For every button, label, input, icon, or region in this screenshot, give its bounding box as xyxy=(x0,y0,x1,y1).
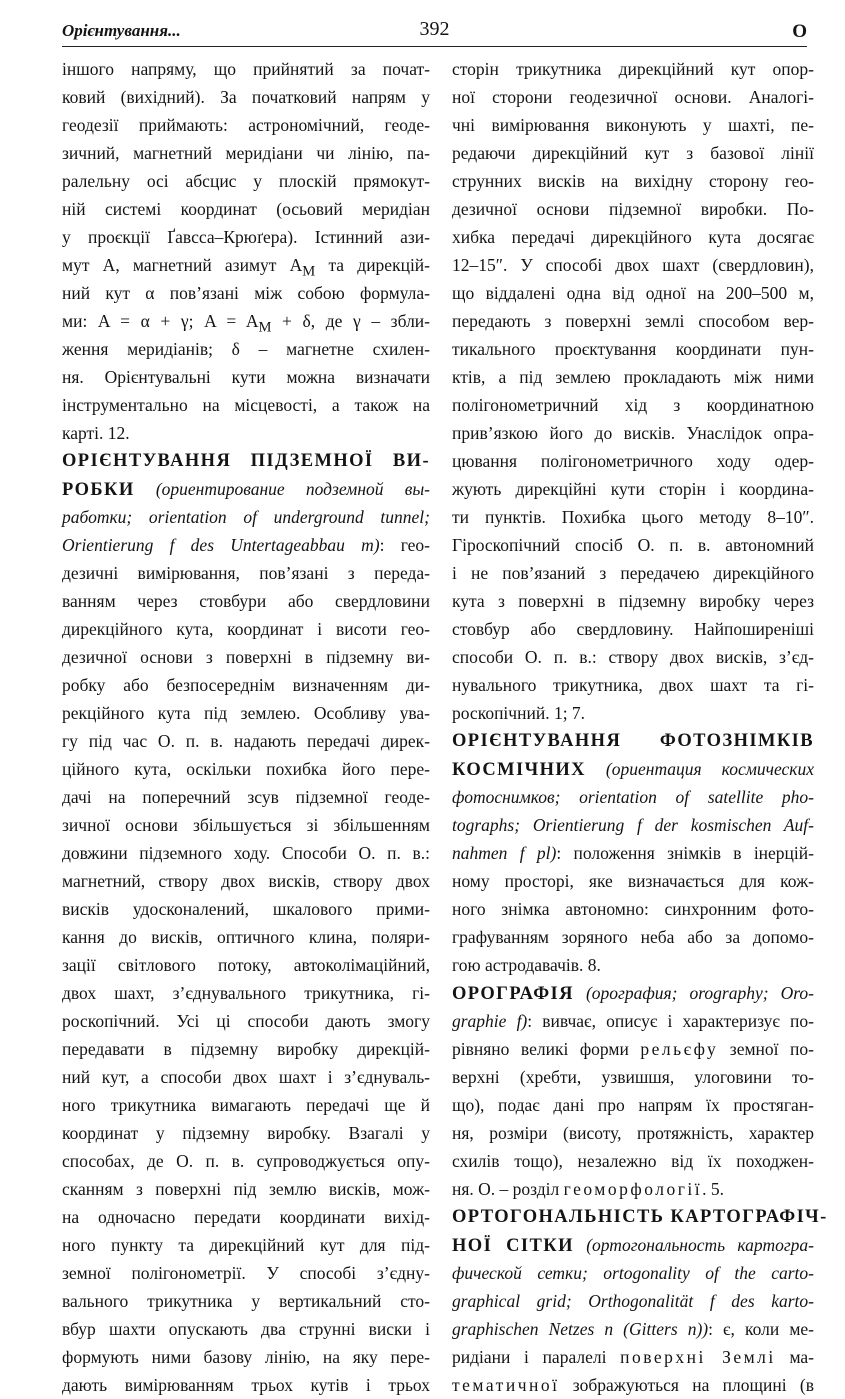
text-line: Гіроскопічний спосіб О. п. в. автономний xyxy=(452,535,814,555)
text-line: ковий (вихідний). За початковий напрям у xyxy=(62,87,430,107)
text-line: довжини підземного ходу. Способи О. п. в.: xyxy=(62,843,430,863)
text-line: дезичної основи з поверхні в підземну ви- xyxy=(62,647,430,667)
entry-heading-cont: НОЇ СІТКИ (ортогональность картогра- xyxy=(452,1235,814,1256)
text-line: ний кут α пов’язані між собою формула- xyxy=(62,283,430,303)
text-line: ня. О. – розділ геоморфології. 5. xyxy=(452,1179,724,1199)
section-letter: О xyxy=(792,21,807,42)
running-title: Орієнтування... xyxy=(62,21,181,40)
text-line: координат у підземну виробку. Взагалі у xyxy=(62,1123,430,1143)
text-line: на одночасно передати координати вихід- xyxy=(62,1207,430,1227)
text-line: іншого напряму, що прийнятий за почат- xyxy=(62,59,430,79)
entry-heading: ОРОГРАФІЯ (орография; orography; Oro- xyxy=(452,983,814,1004)
translations-line: graphie f): вивчає, описує і характеризує по- xyxy=(452,1011,814,1031)
text-line: дають вимірюванням трьох кутів і трьох xyxy=(62,1375,430,1395)
page-number: 392 xyxy=(419,18,450,40)
right-column xyxy=(452,55,828,1395)
text-line: тикального проєктування координати пун- xyxy=(452,339,814,359)
text-line: кання до висків, оптичного клина, поляри- xyxy=(62,927,430,947)
text-line: ної сторони геодезичної основи. Аналогі- xyxy=(452,87,814,107)
translations-line: фической сетки; ortogonality of the carto- xyxy=(452,1263,814,1283)
entry-heading: ОРТОГОНАЛЬНІСТЬ КАРТОГРАФІЧ- xyxy=(452,1207,828,1227)
header-rule xyxy=(62,46,807,47)
text-line: ний кут, а способи двох шахт і з’єднуваль- xyxy=(62,1067,430,1087)
text-line: формують ними базову лінію, на яку пере- xyxy=(62,1347,430,1367)
page-header xyxy=(62,18,807,46)
text-line: і не пов’язаний з передачею дирекційного xyxy=(452,563,814,583)
text-line: інструментально на місцевості, а також на xyxy=(62,395,430,415)
text-line: вбур шахти опускають два струнні виски і xyxy=(62,1319,430,1339)
text-line: мут А, магнетний азимут $А_М$ та дирекцій- xyxy=(62,255,430,280)
text-line: передавати в підземну виробку дирекцій- xyxy=(62,1039,430,1059)
text-line: роскопічний. Усі ці способи дають змогу xyxy=(62,1011,430,1031)
text-line: що віддалені одна від одної на 200–500 м, xyxy=(452,283,814,303)
text-line: ного знімка автономно: синхронним фото- xyxy=(452,899,814,919)
text-line: рівняно великі форми рельєфу земної по- xyxy=(452,1039,814,1059)
translations-line: tographs; Orientierung f der kosmischen Auf- xyxy=(452,815,814,835)
entry-heading-cont: РОБКИ (ориентирование подземной вы- xyxy=(62,479,430,500)
text-line: тематичної зображуються на площині (в xyxy=(452,1375,814,1395)
entry-heading-cont: КОСМІЧНИХ (ориентация космических xyxy=(452,759,814,780)
text-line: способи О. п. в.: створу двох висків, з’єд- xyxy=(452,647,814,667)
text-line: геодезії приймають: астрономічний, геоде- xyxy=(62,115,430,135)
translations-line: graphischen Netzes n (Gitters n)): є, коли ме- xyxy=(452,1319,814,1339)
text-line: дезичної основи підземної виробки. По- xyxy=(452,199,814,219)
text-line: прив’язкою його до висків. Унаслідок опра- xyxy=(452,423,814,443)
text-line: струнних висків на вихідну сторону гео- xyxy=(452,171,814,191)
text-line: карті. 12. xyxy=(62,423,130,443)
text-line: рекційного кута під землею. Особливу ува- xyxy=(62,703,430,723)
entry-heading: ОРІЄНТУВАННЯ ФОТОЗНІМКІВ xyxy=(452,731,814,751)
text-line: чні вимірювання виконують у шахті, пе- xyxy=(452,115,814,135)
text-line: земної полігонометрії. У способі з’єдну- xyxy=(62,1263,430,1283)
entry-heading: ОРІЄНТУВАННЯ ПІДЗЕМНОЇ ВИ- xyxy=(62,451,430,471)
text-line: нувального трикутника, двох шахт та гі- xyxy=(452,675,814,695)
text-line: редаючи дирекційний кут з базової лінії xyxy=(452,143,814,163)
text-line: ційного кута, оскільки похибка його пере- xyxy=(62,759,430,779)
text-line: ня. Орієнтувальні кути можна визначати xyxy=(62,367,430,387)
text-line: способах, де О. п. в. супроводжується опу- xyxy=(62,1151,430,1171)
text-line: сканням з поверхні під землю висків, мож- xyxy=(62,1179,430,1199)
text-line: 12–15″. У способі двох шахт (свердловин), xyxy=(452,255,814,275)
text-line: графуванням зоряного неба або за допомо- xyxy=(452,927,814,947)
text-line: магнетний, створу двох висків, створу двох xyxy=(62,871,430,891)
text-line: дачі на поперечний зсув підземної геоде- xyxy=(62,787,430,807)
text-line: у проєкції Ґавсса–Крюґера). Істинний ази- xyxy=(62,227,430,247)
formula-line: ми: A = α + γ; $A = A_M + \delta$, де γ – збли- xyxy=(62,311,430,336)
text-line: цювання полігонометричного ходу одер- xyxy=(452,451,814,471)
text-line: двох шахт, з’єднувального трикутника, гі- xyxy=(62,983,430,1003)
text-line: ному просторі, яке визначається для кож- xyxy=(452,871,814,891)
text-line: жують дирекційні кути сторін і координа- xyxy=(452,479,814,499)
translations-line: nahmen f pl): положення знімків в інерцій- xyxy=(452,843,814,863)
text-line: зичний, магнетний меридіани чи лінію, па- xyxy=(62,143,430,163)
cross-reference: геоморфології xyxy=(563,1179,703,1199)
text-line: передають з поверхні землі способом вер- xyxy=(452,311,814,331)
text-line: гою астродавачів. 8. xyxy=(452,955,601,975)
text-line: сторін трикутника дирекційний кут опор- xyxy=(452,59,814,79)
translations-line: Orientierung f des Untertageabbau m): гео- xyxy=(62,535,430,555)
text-line: кута з поверхні в підземну виробку через xyxy=(452,591,814,611)
text-line: ванням через стовбури або свердловини xyxy=(62,591,430,611)
text-line: зичної основи збільшується зі збільшенням xyxy=(62,815,430,835)
text-line: хибка передачі дирекційного кута досягає xyxy=(452,227,814,247)
text-line: ня, розміри (висоту, протяжність, характер xyxy=(452,1123,814,1143)
cross-reference: поверхні Землі xyxy=(620,1347,776,1367)
text-line: зації світлового потоку, автоколімаційний, xyxy=(62,955,430,975)
text-line: ження меридіанів; δ – магнетне схилен- xyxy=(62,339,430,359)
text-line: ти пунктів. Похибка цього методу 8–10″. xyxy=(452,507,814,527)
text-line: висків удосконалений, шкалового прими- xyxy=(62,899,430,919)
translations-line: работки; orientation of underground tunnel; xyxy=(62,507,430,527)
text-line: схилів тощо), незалежно від їх походжен- xyxy=(452,1151,814,1171)
translations-line: фотоснимков; orientation of satellite pho- xyxy=(452,787,814,807)
text-line: дирекційного кута, координат і висоти гео- xyxy=(62,619,430,639)
text-line: робку або безпосереднім визначенням ди- xyxy=(62,675,430,695)
text-line: роскопічний. 1; 7. xyxy=(452,703,586,723)
text-line: ній системі координат (осьовий меридіан xyxy=(62,199,430,219)
cross-reference: рельєфу xyxy=(640,1039,719,1059)
translations-line: graphical grid; Orthogonalität f des karto- xyxy=(452,1291,814,1311)
text-line: гу під час О. п. в. надають передачі дирек- xyxy=(62,731,430,751)
text-line: полігонометричний хід з координатною xyxy=(452,395,814,415)
text-line: що), подає дані про напрям їх простяган- xyxy=(452,1095,814,1115)
text-line: стовбур або свердловину. Найпоширеніші xyxy=(452,619,814,639)
text-line: ного трикутника вимагають передачі ще й xyxy=(62,1095,430,1115)
text-line: ралельну осі абсцис у плоскій прямокут- xyxy=(62,171,430,191)
left-column xyxy=(62,55,430,1395)
text-line: ного пункту та дирекційний кут для під- xyxy=(62,1235,430,1255)
text-line: ридіани і паралелі поверхні Землі ма- xyxy=(452,1347,814,1367)
cross-reference: тематичної xyxy=(452,1375,560,1395)
text-line: верхні (хребти, узвишшя, улоговини то- xyxy=(452,1067,814,1087)
text-line: ктів, а під землею прокладають між ними xyxy=(452,367,814,387)
text-line: вального трикутника у вертикальний сто- xyxy=(62,1291,430,1311)
text-line: дезичні вимірювання, пов’язані з переда- xyxy=(62,563,430,583)
